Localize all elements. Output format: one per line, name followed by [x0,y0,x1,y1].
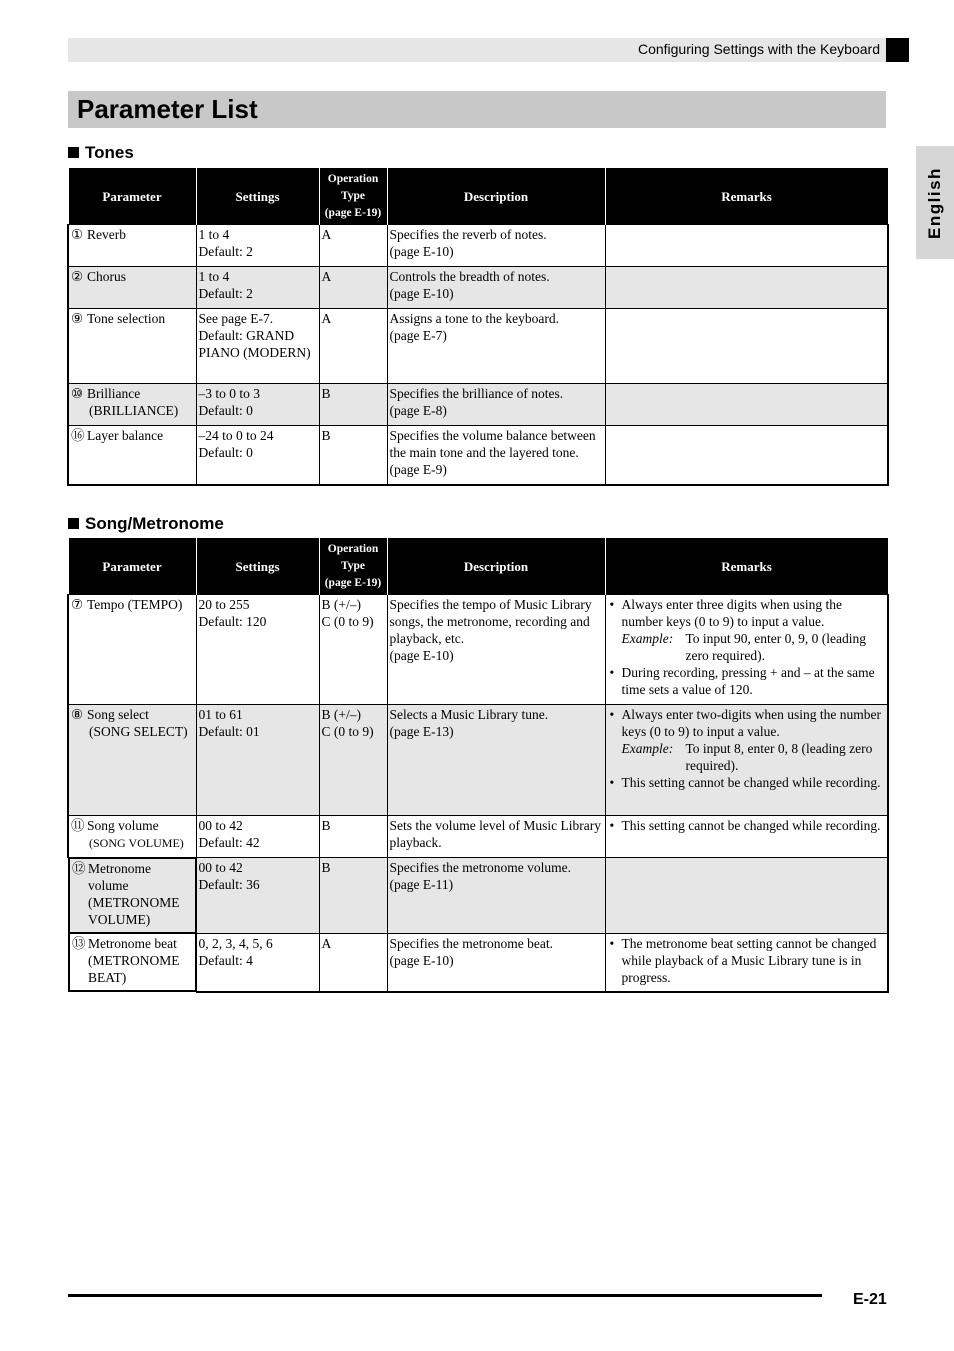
settings-range: 0, 2, 3, 4, 5, 6 [198,935,273,951]
settings-range: 20 to 255 [198,597,250,612]
remark-item [608,935,886,986]
description-text: Specifies the reverb of notes. [389,227,547,242]
param-name: Metronome volume (METRONOME VOLUME) [88,861,180,927]
settings-default: Default: GRAND PIANO (MODERN) [198,328,311,360]
settings-default: Default: 0 [198,445,253,460]
example-line [622,740,886,774]
description-text: Specifies the tempo of Music Library songs, the metronome, recording and playback, etc. [389,597,592,646]
page-title: Parameter List [77,94,258,124]
param-cell [68,267,196,309]
param-name: Song volume [87,818,159,833]
op-type-line: Type [340,559,366,572]
description-text: Specifies the metronome beat. [389,935,553,951]
param-name: Song select [87,707,149,722]
table-row [68,225,888,267]
param-number: ⑯ [71,428,85,443]
description-text: Specifies the brilliance of notes. [389,386,564,401]
table-header-row [68,168,888,225]
settings-cell [196,426,319,485]
param-cell [68,595,196,705]
square-bullet-icon [68,147,79,158]
op-type-line: Operation [327,172,379,185]
param-cell [68,426,196,485]
example-label: Example: [621,741,674,756]
running-header-title: Configuring Settings with the Keyboard [637,41,880,57]
param-name: Metronome beat (METRONOME BEAT) [88,936,180,985]
remark-text: This setting cannot be changed while recording. [621,775,881,790]
language-tab [916,146,954,259]
description-text: Selects a Music Library tune. [389,707,549,722]
description-cell [387,309,605,384]
param-cell [68,816,196,858]
param-name-code: (SONG SELECT) [89,724,188,739]
remarks-cell [605,595,888,705]
remarks-cell [605,384,888,426]
description-page-ref: (page E-11) [389,877,454,892]
col-header-remarks: Remarks [605,538,888,595]
op-type-value: B (+/–) [321,597,361,612]
description-text: Specifies the volume balance between the main tone and the layered tone. (page E-9) [389,428,596,477]
table-row [68,933,888,992]
description-page-ref: (page E-10) [389,648,454,663]
col-header-description: Description [387,168,605,225]
settings-cell [196,309,319,384]
settings-cell [196,816,319,858]
remark-text: During recording, pressing + and – at the same time sets a value of 120. [621,665,875,697]
description-cell [387,705,605,816]
param-number: ⑬ [72,936,86,951]
description-text: Assigns a tone to the keyboard. [389,311,559,326]
op-type-line: (page E-19) [324,576,382,589]
op-type-line: Type [340,189,366,202]
param-cell [68,933,196,992]
settings-cell [196,384,319,426]
description-page-ref: (page E-10) [389,244,454,259]
settings-range: –3 to 0 to 3 [198,386,261,401]
section-heading-tones [68,143,134,163]
settings-cell [196,267,319,309]
param-cell [68,384,196,426]
remarks-cell [605,858,888,934]
description-cell [387,384,605,426]
remark-text: Always enter three digits when using the number keys (0 to 9) to input a value. [621,597,842,629]
description-cell [387,225,605,267]
settings-range: 00 to 42 [198,818,243,833]
op-type-cell: B [319,858,387,934]
remark-item [608,774,886,791]
section-heading-text: Song/Metronome [85,514,224,533]
description-cell [387,267,605,309]
remarks-cell [605,267,888,309]
remark-item [608,817,886,834]
remark-text: This setting cannot be changed while recording. [621,818,881,833]
param-name: Reverb [87,227,126,242]
description-text: Controls the breadth of notes. [389,269,550,284]
op-type-cell: A [319,309,387,384]
op-type-cell: B [319,816,387,858]
settings-range: 1 to 4 [198,269,230,284]
settings-default: Default: 36 [198,877,260,892]
col-header-operation-type [319,168,387,225]
op-type-cell [319,595,387,705]
remarks-cell [605,816,888,858]
square-bullet-icon [68,518,79,529]
op-type-cell: B [319,384,387,426]
col-header-settings: Settings [196,168,319,225]
param-name: Brilliance [87,386,141,401]
remarks-list [608,596,886,698]
settings-default: Default: 4 [198,952,253,968]
remarks-list [608,935,886,986]
remark-item [608,664,886,698]
op-type-value: C (0 to 9) [321,614,374,629]
settings-default: Default: 42 [198,835,260,850]
tones-table [67,168,889,486]
settings-range: –24 to 0 to 24 [198,428,274,443]
param-cell [68,858,196,933]
param-number: ⑧ [71,707,84,722]
param-number: ⑫ [72,861,86,876]
settings-cell [196,705,319,816]
table-row [68,705,888,816]
param-name-code: (SONG VOLUME) [89,836,184,850]
running-header [68,38,909,62]
remarks-cell [605,705,888,816]
description-cell: Sets the volume level of Music Library playback. [387,816,605,858]
description-cell [387,595,605,705]
settings-range: See page E-7. [198,311,274,326]
op-type-value: C (0 to 9) [321,724,374,739]
table-row [68,858,888,934]
remarks-cell [605,933,888,992]
col-header-operation-type [319,538,387,595]
param-number: ⑩ [71,386,84,401]
description-page-ref: (page E-10) [389,952,454,968]
op-type-cell: A [319,267,387,309]
op-type-cell: A [319,225,387,267]
example-label: Example: [621,631,674,646]
remark-text: The metronome beat setting cannot be changed while playback of a Music Library tune is in progress. [621,935,877,985]
table-row [68,309,888,384]
table-row [68,267,888,309]
table-row [68,384,888,426]
param-number: ⑦ [71,597,84,612]
example-text: To input 8, enter 0, 8 (leading zero required). [685,741,873,773]
table-row [68,426,888,485]
settings-default: Default: 2 [198,286,253,301]
param-number: ② [71,269,84,284]
settings-default: Default: 2 [198,244,253,259]
settings-cell [196,933,319,992]
settings-default: Default: 120 [198,614,267,629]
page-number: E-21 [853,1291,887,1308]
description-cell [387,426,605,485]
op-type-cell: B [319,426,387,485]
remarks-list [608,817,886,834]
description-page-ref: (page E-8) [389,403,447,418]
settings-cell [196,858,319,934]
settings-range: 01 to 61 [198,707,243,722]
language-tab-label: English [925,166,944,239]
description-cell [387,933,605,992]
example-text: To input 90, enter 0, 9, 0 (leading zero required). [685,631,867,663]
description-page-ref: (page E-7) [389,328,447,343]
op-type-value: B (+/–) [321,707,361,722]
table-row [68,816,888,858]
param-cell [68,309,196,384]
settings-cell [196,225,319,267]
param-number: ⑨ [71,311,84,326]
param-name: Tempo (TEMPO) [87,597,183,612]
settings-default: Default: 0 [198,403,253,418]
param-cell [68,225,196,267]
param-cell [68,705,196,816]
remark-text: Always enter two-digits when using the number keys (0 to 9) to input a value. [621,707,881,739]
col-header-settings: Settings [196,538,319,595]
col-header-parameter: Parameter [68,168,196,225]
param-name: Tone selection [87,311,166,326]
remark-item [608,596,886,664]
param-name: Layer balance [87,428,164,443]
settings-range: 1 to 4 [198,227,230,242]
remarks-cell [605,225,888,267]
remarks-cell [605,426,888,485]
header-marker-block [886,38,909,62]
remarks-cell [605,309,888,384]
section-heading-text: Tones [85,143,134,162]
remarks-list [608,706,886,791]
section-heading-song-metronome [68,514,224,534]
param-name-code: (BRILLIANCE) [89,403,179,418]
op-type-line: Operation [327,542,379,555]
settings-cell [196,595,319,705]
description-text: Specifies the metronome volume. [389,860,571,875]
param-name: Chorus [87,269,127,284]
col-header-remarks: Remarks [605,168,888,225]
param-number: ⑪ [71,818,85,833]
example-line [622,630,886,664]
description-page-ref: (page E-10) [389,286,454,301]
description-page-ref: (page E-13) [389,724,454,739]
settings-range: 00 to 42 [198,860,243,875]
op-type-cell: A [319,933,387,992]
title-bar [68,91,886,128]
table-row [68,595,888,705]
col-header-parameter: Parameter [68,538,196,595]
remark-item [608,706,886,774]
footer-rule [68,1294,822,1297]
param-number: ① [71,227,84,242]
song-metronome-table [67,538,889,993]
op-type-cell [319,705,387,816]
table-header-row [68,538,888,595]
settings-default: Default: 01 [198,724,260,739]
op-type-line: (page E-19) [324,206,382,219]
col-header-description: Description [387,538,605,595]
description-cell [387,858,605,934]
